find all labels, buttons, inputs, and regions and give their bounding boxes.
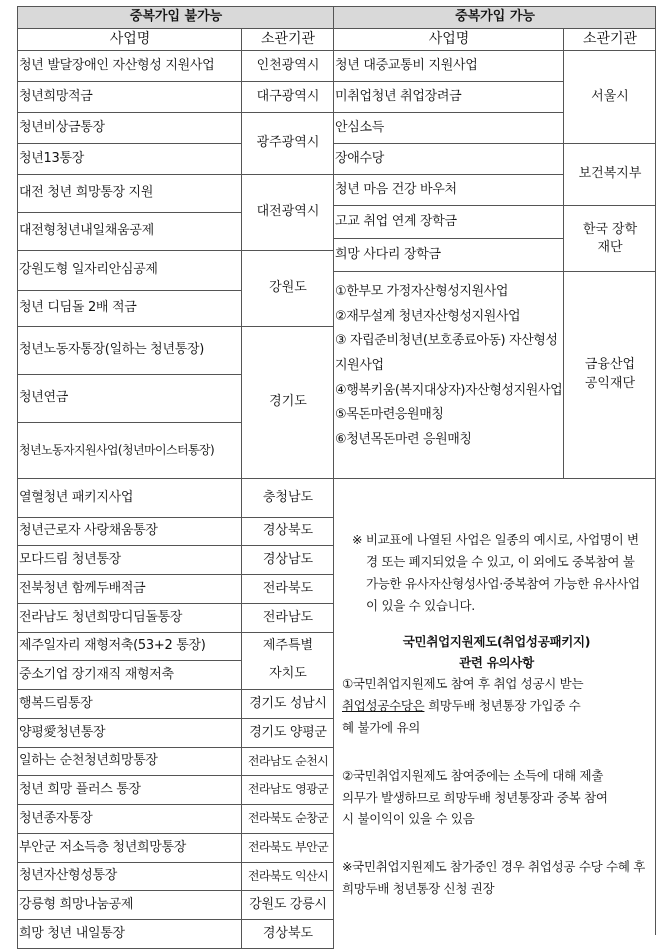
list-item: ⑥청년목돈마련 응원매칭 <box>335 432 472 448</box>
table-row-name: 청년자산형성통장 <box>18 863 242 891</box>
table-row-name: 청년 디딤돌 2배 적금 <box>18 291 242 327</box>
notes-block <box>334 479 655 900</box>
right-col-name-header: 사업명 <box>334 29 564 51</box>
table-row-name: 전라남도 청년희망디딤돌통장 <box>18 604 242 633</box>
notes-cell <box>334 479 656 935</box>
notes-heading <box>342 631 651 674</box>
table-row-name: 강릉형 희망나눔공제 <box>18 891 242 920</box>
table-row-agency: 전라남도 순천시 <box>242 748 334 776</box>
table-row-agency: 경상북도 <box>242 518 334 546</box>
table-row-agency <box>564 206 656 272</box>
table-row-agency: 강원도 강릉시 <box>242 891 334 920</box>
table-row-name: 청년 발달장애인 자산형성 지원사업 <box>18 51 242 82</box>
table-row-agency: 전라북도 익산시 <box>242 863 334 891</box>
table-row-name: 안심소득 <box>334 113 564 144</box>
table-row-agency: 경상북도 <box>242 920 334 949</box>
table-row-name: 행복드림통장 <box>18 690 242 719</box>
finance-agency-line2: 공익재단 <box>584 376 636 391</box>
table-row-name: 강원도형 일자리안심공제 <box>18 251 242 291</box>
table-row-name: 일하는 순천청년희망통장 <box>18 748 242 776</box>
finance-agency-line1: 금융산업 <box>584 357 636 373</box>
table-row-agency: 경상남도 <box>242 546 334 575</box>
notes-heading-line2: 관련 유의사항 <box>459 654 534 670</box>
table-row-name: 열혈청년 패키지사업 <box>18 479 242 518</box>
table-row-agency: 강원도 <box>242 251 334 327</box>
table-row-name: 청년 대중교통비 지원사업 <box>334 51 564 82</box>
table-row-agency: 광주광역시 <box>242 113 334 175</box>
list-item: ①한부모 가정자산형성지원사업 <box>335 284 509 299</box>
note-item-2: ②국민취업지원제도 참여중에는 소득에 대해 제출의무가 발생하므로 희망두배 청년통장과 중복 참여시 불이익이 있을 수 있음 <box>342 767 608 827</box>
table-row-name: 양평愛청년통장 <box>18 719 242 748</box>
note-item-1-underline: 취업성공수당은 <box>342 697 425 713</box>
left-col-name-header: 사업명 <box>18 29 242 51</box>
right-col-agency-header: 소관기관 <box>564 29 656 51</box>
table-row-name: 모다드림 청년통장 <box>18 546 242 575</box>
left-table-title: 중복가입 불가능 <box>18 7 334 29</box>
table-row-agency: 서울시 <box>564 51 656 144</box>
agency-kosaf: 한국 장학재단 <box>582 221 638 255</box>
note-item-1 <box>342 673 651 739</box>
list-item: ④행복키움(복지대상자)자산형성지원사업 <box>335 382 563 398</box>
right-table-title: 중복가입 가능 <box>334 7 656 29</box>
table-row-agency: 인천광역시 <box>242 51 334 82</box>
list-item: ③ 자립준비청년(보호종료아동) 자산형성지원사업 <box>335 333 558 374</box>
table-row-name: 청년종자통장 <box>18 805 242 834</box>
table-row-agency: 전라북도 순창군 <box>242 805 334 834</box>
table-row-name: 부안군 저소득층 청년희망통장 <box>18 834 242 863</box>
table-row-name: 희망 사다리 장학금 <box>334 239 564 272</box>
table-row-agency: 충청남도 <box>242 479 334 518</box>
note-item-1-text: ①국민취업지원제도 참여 후 취업 성공시 받는 <box>342 676 584 691</box>
right-table-duplicate-allowed <box>333 6 656 935</box>
table-row-name: 청년노동자지원사업(청년마이스터통장) <box>18 423 242 479</box>
table-row-agency: 경기도 양평군 <box>242 719 334 748</box>
table-row-agency: 전라북도 <box>242 575 334 604</box>
table-row-name: 장애수당 <box>334 144 564 175</box>
table-row-agency: 경기도 성남시 <box>242 690 334 719</box>
table-row-agency: 전라북도 부안군 <box>242 834 334 863</box>
table-row-name: 희망 청년 내일통장 <box>18 920 242 949</box>
table-row-agency: 보건복지부 <box>564 144 656 206</box>
table-row-agency: 대전광역시 <box>242 175 334 251</box>
note-item-1-text-end: 희망두배 청년통장 가입중 수혜 불가에 유의 <box>342 697 581 735</box>
table-row-name: 청년희망적금 <box>18 82 242 113</box>
table-row-name: 청년13통장 <box>18 144 242 175</box>
table-row-name: 중소기업 장기재직 재형저축 <box>18 661 242 690</box>
disclaimer-note: ※ 비교표에 나열된 사업은 일종의 예시로, 사업명이 변경 또는 폐지되었을 수 있고, 이 외에도 중복참여 불가능한 유사자산형성사업·중복참여 가능한 유사사업이 있을 수 있습니다. <box>352 532 640 613</box>
table-row-agency: 자치도 <box>242 661 334 690</box>
table-row-name: 청년근로자 사랑채움통장 <box>18 518 242 546</box>
table-row-name: 고교 취업 연계 장학금 <box>334 206 564 239</box>
notes-heading-line1: 국민취업지원제도(취업성공패키지) <box>402 633 591 649</box>
left-col-agency-header: 소관기관 <box>242 29 334 51</box>
list-item: ②재무설계 청년자산형성지원사업 <box>335 308 521 324</box>
table-row-agency: 대구광역시 <box>242 82 334 113</box>
table-row-name: 청년노동자통장(일하는 청년통장) <box>18 327 242 375</box>
table-row-name: 청년비상금통장 <box>18 113 242 144</box>
table-row-name: 제주일자리 재형저축(53+2 통장) <box>18 633 242 661</box>
table-row-name: 청년연금 <box>18 375 242 423</box>
table-row-name: 미취업청년 취업장려금 <box>334 82 564 113</box>
table-row-agency: 전라남도 <box>242 604 334 633</box>
finance-agency-cell <box>564 272 656 479</box>
table-row-name: 전북청년 함께두배적금 <box>18 575 242 604</box>
table-row-name: 대전 청년 희망통장 지원 <box>18 175 242 213</box>
table-row-agency: 제주특별 <box>242 633 334 661</box>
table-row-name: 청년 희망 플러스 통장 <box>18 776 242 805</box>
finance-programs-cell <box>334 272 564 479</box>
table-row-name: 대전형청년내일채움공제 <box>18 213 242 251</box>
note-item-3: ※국민취업지원제도 참가중인 경우 취업성공 수당 수혜 후 희망두배 청년통장 신청 권장 <box>342 859 646 897</box>
table-row-name: 청년 마음 건강 바우처 <box>334 175 564 206</box>
table-row-agency: 경기도 <box>242 327 334 479</box>
left-table-duplicate-not-allowed <box>17 6 334 949</box>
table-row-agency: 전라남도 영광군 <box>242 776 334 805</box>
list-item: ⑤목돈마련응원매칭 <box>335 407 444 423</box>
